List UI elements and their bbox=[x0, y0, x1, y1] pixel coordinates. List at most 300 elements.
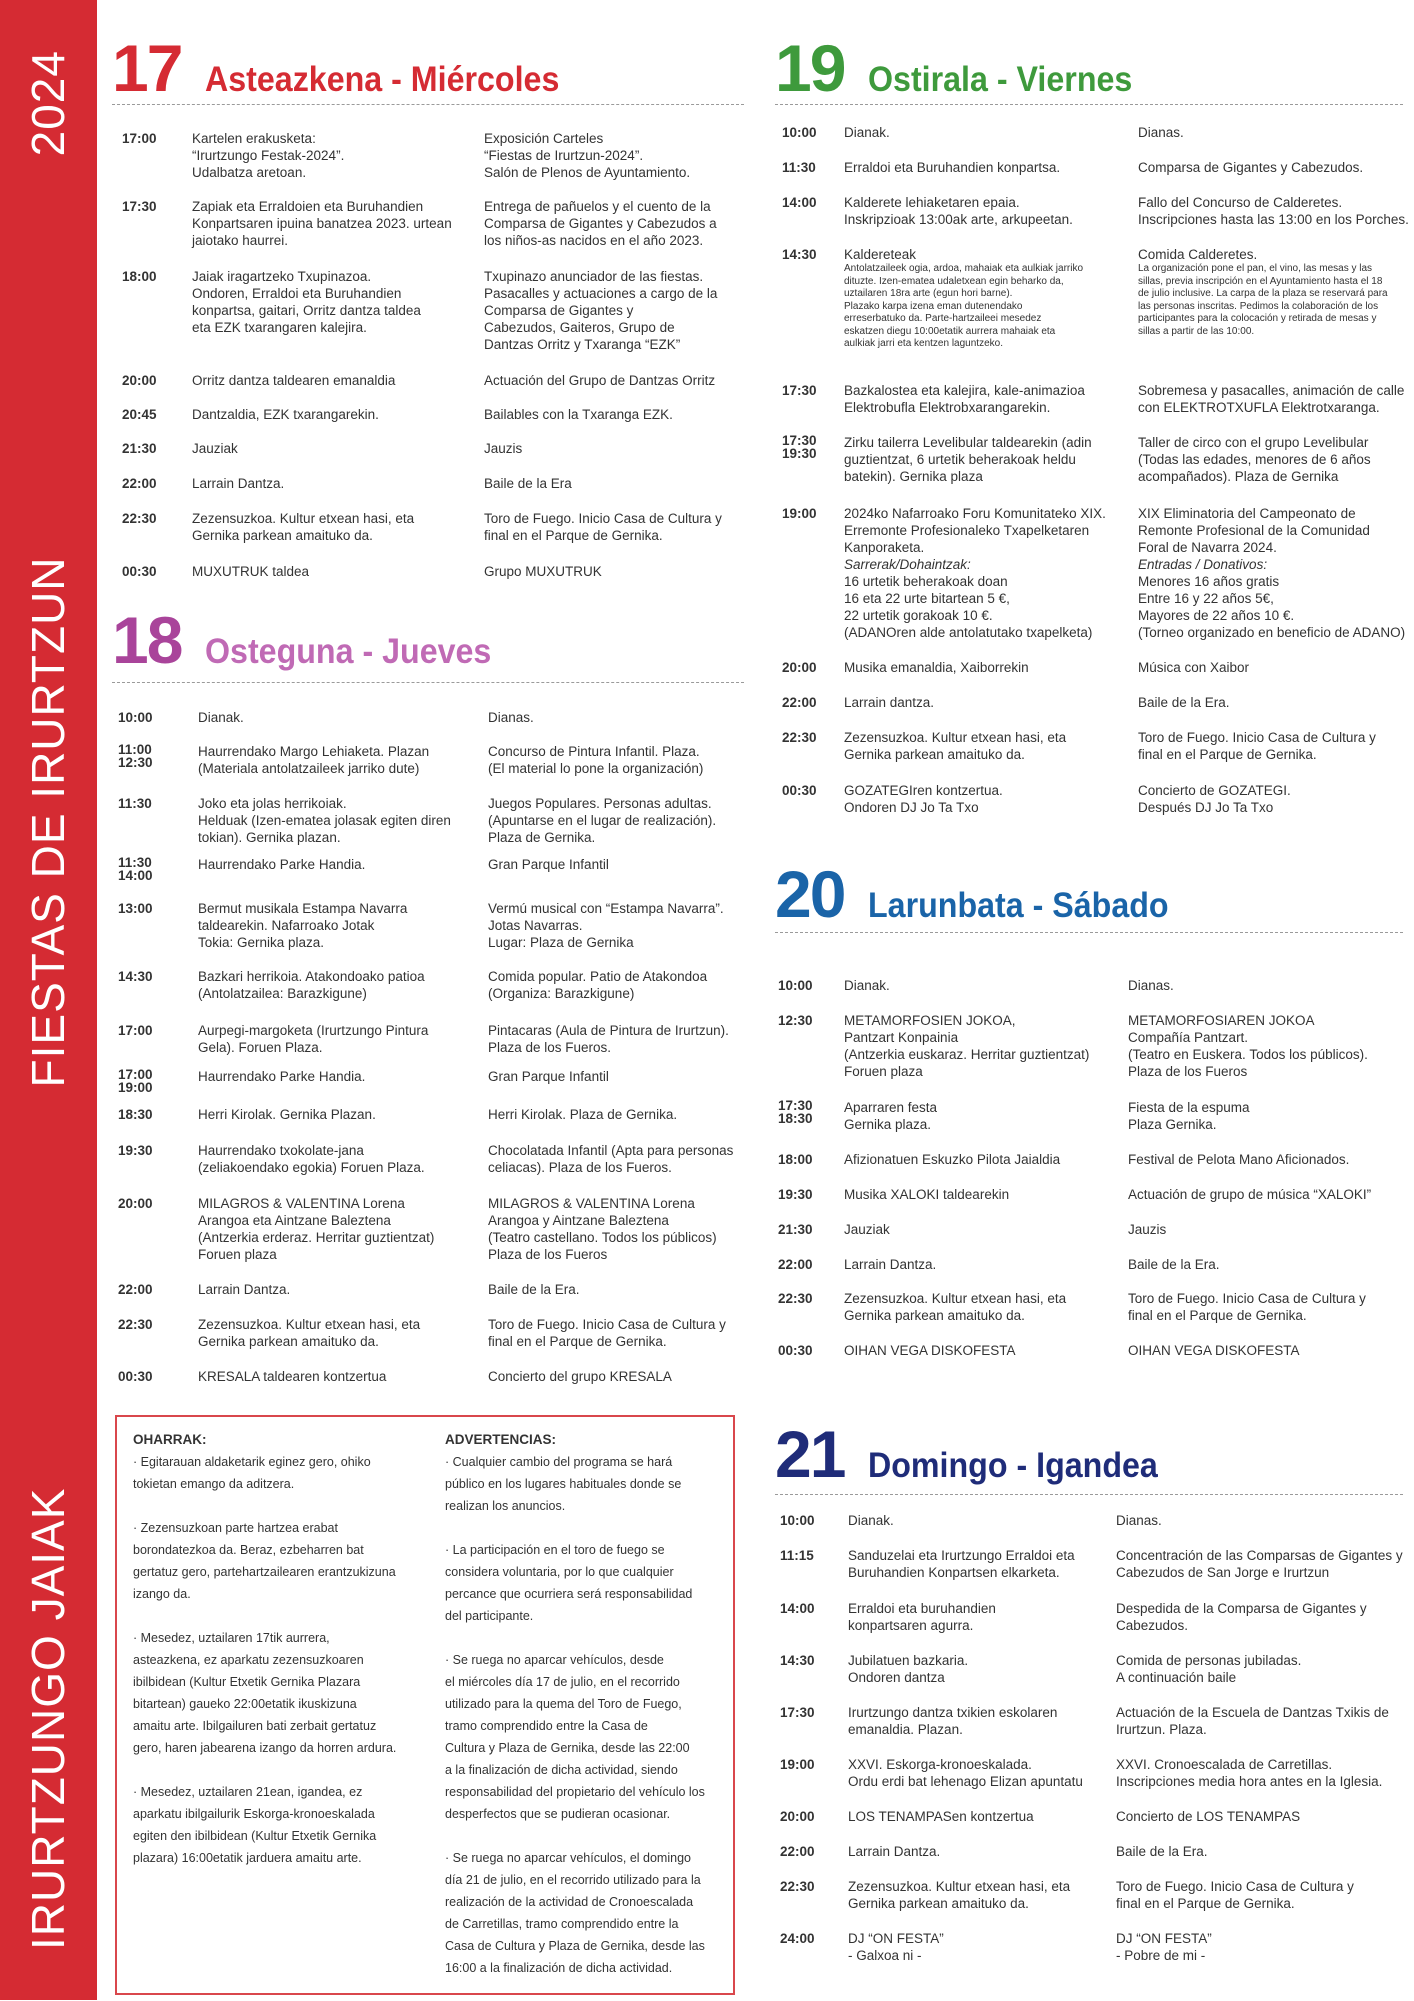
event-desc-basque bbox=[844, 1256, 1118, 1273]
event-desc-spanish bbox=[1128, 1151, 1414, 1168]
event-time: 11:30 bbox=[782, 160, 816, 175]
event-line: guztientzat, 6 urtetik beherakoak heldu bbox=[844, 452, 1076, 467]
event-line: Dianak. bbox=[844, 125, 890, 140]
event-time: 22:30 bbox=[780, 1879, 815, 1894]
event-line: “Fiestas de Irurtzun-2024”. bbox=[484, 148, 644, 163]
event-desc-spanish bbox=[1116, 1808, 1406, 1825]
event-desc-basque bbox=[844, 1186, 1118, 1203]
event-line: Jauziak bbox=[192, 441, 238, 456]
event-line: final en el Parque de Gernika. bbox=[1138, 747, 1317, 762]
event-line: Zezensuzkoa. Kultur etxean hasi, eta bbox=[848, 1879, 1071, 1894]
event-line: Remonte Profesional de la Comunidad bbox=[1138, 523, 1370, 538]
event-time: 17:00 19:00 bbox=[118, 1067, 153, 1095]
event-line: (Apuntarse en el lugar de realización). bbox=[488, 813, 717, 828]
event-desc-spanish bbox=[488, 743, 778, 777]
event-time: 18:30 bbox=[118, 1107, 153, 1122]
event-line: Gernika parkean amaituko da. bbox=[848, 1896, 1029, 1911]
day-header-20 bbox=[775, 856, 1195, 932]
event-desc-basque bbox=[844, 1342, 1118, 1359]
event-time: 14:00 bbox=[782, 195, 817, 210]
day-number: 21 bbox=[775, 1417, 845, 1491]
event-line: Vermú musical con “Estampa Navarra”. bbox=[488, 901, 724, 916]
event-line: DJ “ON FESTA” bbox=[1116, 1931, 1212, 1946]
event-line: Kaldereteak bbox=[844, 247, 917, 262]
event-line: Comida popular. Patio de Atakondoa bbox=[488, 969, 708, 984]
event-line: (Teatro en Euskera. Todos los públicos). bbox=[1128, 1047, 1368, 1062]
event-line: Joko eta jolas herrikoiak. bbox=[198, 796, 347, 811]
event-desc-spanish bbox=[488, 856, 778, 873]
event-line: Inscripciones hasta las 13:00 en los Porches. bbox=[1138, 212, 1409, 227]
event-desc-basque bbox=[198, 968, 478, 1002]
event-line: konpartsa, gaitari, Orritz dantza taldea bbox=[192, 303, 421, 318]
event-line: Zapiak eta Erraldoien eta Buruhandien bbox=[192, 199, 424, 214]
event-line: (Organiza: Barazkigune) bbox=[488, 986, 635, 1001]
day-name: Domingo - Igandea bbox=[868, 1446, 1159, 1485]
event-line: Sobremesa y pasacalles, animación de calle bbox=[1138, 383, 1405, 398]
event-desc-spanish bbox=[1138, 124, 1414, 141]
event-line: dituzte. Izen-ematea udaletxean egin beharko da, bbox=[844, 275, 1064, 287]
event-line: konpartsaren agurra. bbox=[848, 1618, 974, 1633]
event-line: Konpartsaren ipuina banatzea 2023. urtean bbox=[192, 216, 452, 231]
event-line: Plazako karpa izena eman dutenendako bbox=[844, 300, 1023, 312]
event-line: Erremonte Profesionaleko Txapelketaren bbox=[844, 523, 1090, 538]
event-line: 16 urtetik beherakoak doan bbox=[844, 574, 1008, 589]
event-desc-basque bbox=[848, 1878, 1106, 1912]
event-desc-basque bbox=[192, 563, 474, 580]
event-line: Baile de la Era. bbox=[1116, 1844, 1208, 1859]
event-line: XXVI. Cronoescalada de Carretillas. bbox=[1116, 1757, 1333, 1772]
event-line: Dianak. bbox=[844, 978, 890, 993]
event-desc-basque bbox=[198, 900, 478, 951]
event-line: Inscripciones media hora antes en la Iglesia. bbox=[1116, 1774, 1383, 1789]
event-desc-basque bbox=[844, 694, 1128, 711]
event-line: Antolatzaileek ogia, ardoa, mahaiak eta aulkiak jarriko bbox=[844, 263, 1084, 274]
event-line: MUXUTRUK taldea bbox=[192, 564, 310, 579]
event-line: La organización pone el pan, el vino, las mesas y las bbox=[1138, 263, 1373, 274]
event-line: Concurso de Pintura Infantil. Plaza. bbox=[488, 744, 700, 759]
event-time: 20:00 bbox=[782, 660, 817, 675]
event-line: Gernika parkean amaituko da. bbox=[198, 1334, 379, 1349]
event-desc-spanish bbox=[1116, 1600, 1406, 1634]
event-line: MILAGROS & VALENTINA Lorena bbox=[198, 1196, 405, 1211]
event-line: Cabezudos. bbox=[1116, 1618, 1189, 1633]
event-time: 00:30 bbox=[778, 1343, 813, 1358]
event-line: Baile de la Era. bbox=[1128, 1257, 1220, 1272]
event-line: (El material lo pone la organización) bbox=[488, 761, 704, 776]
event-desc-spanish bbox=[1138, 194, 1414, 228]
event-line: METAMORFOSIEN JOKOA, bbox=[844, 1013, 1016, 1028]
event-line: Entre 16 y 22 años 5€, bbox=[1138, 591, 1274, 606]
event-line: jaiotako haurrei. bbox=[192, 233, 289, 248]
event-line: Baile de la Era. bbox=[488, 1282, 580, 1297]
event-line: MILAGROS & VALENTINA Lorena bbox=[488, 1196, 695, 1211]
event-line: Ondoren, Erraldoi eta Buruhandien bbox=[192, 286, 402, 301]
event-time: 14:30 bbox=[782, 247, 817, 262]
event-line: Festival de Pelota Mano Aficionados. bbox=[1128, 1152, 1350, 1167]
event-desc-spanish bbox=[1116, 1843, 1406, 1860]
event-time: 13:00 bbox=[118, 901, 153, 916]
event-line: Bazkalostea eta kalejira, kale-animazioa bbox=[844, 383, 1085, 398]
event-line: Comparsa de Gigantes y Cabezudos. bbox=[1138, 160, 1364, 175]
event-desc-spanish bbox=[1128, 977, 1414, 994]
event-line: participantes para la colocación y retirada de mesas y bbox=[1138, 313, 1377, 324]
note-paragraph: · Mesedez, uztailaren 21ean, igandea, ez aparkatu ibilgailurik Eskorga-kronoeskalada egiten den ibilbidean (Kultur Etxetik Gernika plazara) 16:00etatik jarduera amaitu arte. bbox=[133, 1785, 377, 1865]
notes-box bbox=[115, 1415, 735, 1995]
event-desc-basque bbox=[192, 510, 474, 544]
event-line: Larrain dantza. bbox=[844, 695, 935, 710]
event-line: Concentración de las Comparsas de Gigantes y bbox=[1116, 1548, 1403, 1563]
event-line: Despedida de la Comparsa de Gigantes y bbox=[1116, 1601, 1367, 1616]
event-line: Jauzis bbox=[484, 441, 523, 456]
event-line: Entradas / Donativos: bbox=[1138, 557, 1268, 572]
event-desc-basque bbox=[844, 782, 1128, 816]
event-line: Foral de Navarra 2024. bbox=[1138, 540, 1277, 555]
event-desc-basque bbox=[198, 856, 478, 873]
event-line: 22 urtetik gorakoak 10 €. bbox=[844, 608, 993, 623]
note-paragraph: · Mesedez, uztailaren 17tik aurrera, asteazkena, ez aparkatu zezensuzkoaren ibilbidean (Kultur Etxetik Gernika Plazara bitartean) gaueko 22:00etatik ikuskizuna amaitu arte. Ibilgailuren bati zerbait gertatuz gero, haren jabearena izango da horren ardura. bbox=[133, 1631, 397, 1755]
event-time: 10:00 bbox=[778, 978, 813, 993]
event-line: Herri Kirolak. Plaza de Gernika. bbox=[488, 1107, 678, 1122]
event-time: 20:45 bbox=[122, 407, 157, 422]
event-line: Exposición Carteles bbox=[484, 131, 604, 146]
event-time: 19:30 bbox=[118, 1143, 153, 1158]
event-time: 22:00 bbox=[780, 1844, 815, 1859]
event-line: OIHAN VEGA DISKOFESTA bbox=[844, 1343, 1016, 1358]
event-desc-spanish bbox=[488, 1142, 778, 1176]
event-line: Jubilatuen bazkaria. bbox=[848, 1653, 969, 1668]
event-desc-spanish bbox=[1138, 246, 1414, 338]
event-line: Concierto de LOS TENAMPAS bbox=[1116, 1809, 1301, 1824]
event-line: Gernika parkean amaituko da. bbox=[844, 747, 1025, 762]
event-line: DJ “ON FESTA” bbox=[848, 1931, 944, 1946]
event-desc-basque bbox=[844, 977, 1118, 994]
event-line: Fiesta de la espuma bbox=[1128, 1100, 1250, 1115]
notes-title-es: ADVERTENCIAS: bbox=[445, 1432, 557, 1447]
event-line: 2024ko Nafarroako Foru Komunitateko XIX. bbox=[844, 506, 1106, 521]
event-desc-spanish bbox=[1138, 382, 1414, 416]
note-paragraph: · Zezensuzkoan parte hartzea erabat borondatezkoa da. Beraz, ezbeharren bat gertatuz gero, partehartzailearen erantzukizuna izango da. bbox=[133, 1521, 396, 1601]
event-line: Ondoren dantza bbox=[848, 1670, 945, 1685]
event-line: Dantzaldia, EZK txarangarekin. bbox=[192, 407, 379, 422]
event-desc-basque bbox=[844, 1151, 1118, 1168]
event-desc-basque bbox=[198, 1068, 478, 1085]
event-desc-spanish bbox=[484, 130, 774, 181]
event-desc-basque bbox=[198, 1281, 478, 1298]
event-line: erreserbatuko da. Parte-hartzaileei mesedez bbox=[844, 313, 1042, 324]
event-desc-spanish bbox=[484, 475, 774, 492]
event-time: 22:00 bbox=[122, 476, 157, 491]
event-line: Musika emanaldia, Xaiborrekin bbox=[844, 660, 1029, 675]
event-time: 24:00 bbox=[780, 1931, 815, 1946]
day-header-17 bbox=[112, 30, 591, 106]
event-line: METAMORFOSIAREN JOKOA bbox=[1128, 1013, 1315, 1028]
event-desc-basque bbox=[844, 1290, 1118, 1324]
event-line: Larrain Dantza. bbox=[844, 1257, 937, 1272]
event-line: (Antzerkia erderaz. Herritar guztientzat) bbox=[198, 1230, 435, 1245]
day-number: 17 bbox=[112, 31, 182, 105]
event-desc-spanish bbox=[488, 900, 778, 951]
event-desc-basque bbox=[844, 159, 1128, 176]
event-desc-spanish bbox=[484, 372, 774, 389]
event-line: Helduak (Izen-ematea jolasak egiten diren bbox=[198, 813, 451, 828]
day-name: Asteazkena - Miércoles bbox=[205, 60, 560, 99]
event-time: 19:00 bbox=[782, 506, 817, 521]
event-line: final en el Parque de Gernika. bbox=[488, 1334, 667, 1349]
event-line: Zezensuzkoa. Kultur etxean hasi, eta bbox=[844, 1291, 1067, 1306]
event-line: Chocolatada Infantil (Apta para personas bbox=[488, 1143, 734, 1158]
event-desc-spanish bbox=[488, 709, 778, 726]
event-line: Kanporaketa. bbox=[844, 540, 925, 555]
event-desc-spanish bbox=[488, 795, 778, 846]
event-line: Kartelen erakusketa: bbox=[192, 131, 316, 146]
event-time: 19:00 bbox=[780, 1757, 815, 1772]
event-line: final en el Parque de Gernika. bbox=[1116, 1896, 1295, 1911]
event-line: GOZATEGIren kontzertua. bbox=[844, 783, 1003, 798]
sidebar-title-year: 2024 bbox=[22, 50, 74, 157]
day-header-19 bbox=[775, 30, 1156, 106]
event-line: Inskripzioak 13:00ak arte, arkupeetan. bbox=[844, 212, 1073, 227]
event-line: Gernika parkean amaituko da. bbox=[192, 528, 373, 543]
event-line: de julio inclusive. La carpa de la plaza se reservará para bbox=[1138, 288, 1388, 299]
event-desc-spanish bbox=[488, 1106, 778, 1123]
event-line: taldearekin. Nafarroako Jotak bbox=[198, 918, 375, 933]
event-time: 17:30 18:30 bbox=[778, 1098, 813, 1126]
event-line: Gran Parque Infantil bbox=[488, 1069, 609, 1084]
event-line: con ELEKTROTXUFLA Elektrotxaranga. bbox=[1138, 400, 1380, 415]
event-line: Dianas. bbox=[1138, 125, 1184, 140]
event-line: Gela). Foruen Plaza. bbox=[198, 1040, 323, 1055]
event-line: celiacas). Plaza de los Fueros. bbox=[488, 1160, 672, 1175]
event-line: Compañía Pantzart. bbox=[1128, 1030, 1249, 1045]
event-line: Plaza de los Fueros. bbox=[488, 1040, 612, 1055]
event-line: - Galxoa ni - bbox=[848, 1948, 922, 1963]
event-time: 20:00 bbox=[118, 1196, 153, 1211]
event-time: 22:00 bbox=[118, 1282, 153, 1297]
event-line: Herri Kirolak. Gernika Plazan. bbox=[198, 1107, 376, 1122]
event-line: Bazkari herrikoia. Atakondoako patioa bbox=[198, 969, 425, 984]
event-line: sillas a partir de las 10:00. bbox=[1138, 325, 1255, 337]
note-paragraph: · Se ruega no aparcar vehículos, desde el miércoles día 17 de julio, en el recorrido utilizado para la quema del Toro de Fuego, tramo comprendido entre la Casa de Cultura y Plaza de Gernika, desde las 22:00 a la finalización de dicha actividad, siendo responsabilidad del propietario del vehículo los desperfectos que se pudieran ocasionar. bbox=[445, 1653, 705, 1821]
event-line: Toro de Fuego. Inicio Casa de Cultura y bbox=[488, 1317, 726, 1332]
event-line: Larrain Dantza. bbox=[848, 1844, 941, 1859]
event-desc-spanish bbox=[488, 1316, 778, 1350]
event-line: Actuación del Grupo de Dantzas Orritz bbox=[484, 373, 716, 388]
event-desc-spanish bbox=[488, 968, 778, 1002]
event-line: Zezensuzkoa. Kultur etxean hasi, eta bbox=[192, 511, 415, 526]
event-desc-spanish bbox=[1116, 1756, 1406, 1790]
event-desc-spanish bbox=[484, 268, 774, 353]
event-line: Comida Calderetes. bbox=[1138, 247, 1258, 262]
event-line: Gran Parque Infantil bbox=[488, 857, 609, 872]
event-line: “Irurtzungo Festak-2024”. bbox=[192, 148, 345, 163]
event-desc-spanish bbox=[484, 440, 774, 457]
event-line: Toro de Fuego. Inicio Casa de Cultura y bbox=[484, 511, 722, 526]
event-line: Toro de Fuego. Inicio Casa de Cultura y bbox=[1138, 730, 1376, 745]
event-line: Jauziak bbox=[844, 1222, 890, 1237]
event-time: 17:00 bbox=[118, 1023, 153, 1038]
event-line: Actuación de grupo de música “XALOKI” bbox=[1128, 1187, 1372, 1202]
event-desc-spanish bbox=[1138, 729, 1414, 763]
event-line: uztailaren 18ra arte (egun hori barne). bbox=[844, 288, 1013, 299]
event-line: Haurrendako Margo Lehiaketa. Plazan bbox=[198, 744, 430, 759]
event-line: Cabezudos, Gaiteros, Grupo de bbox=[484, 320, 675, 335]
event-line: (Todas las edades, menores de 6 años bbox=[1138, 452, 1371, 467]
event-time: 17:00 bbox=[122, 131, 157, 146]
notes-basque bbox=[133, 1429, 413, 1891]
event-time: 00:30 bbox=[782, 783, 817, 798]
event-line: Ordu erdi bat lehenago Elizan apuntatu bbox=[848, 1774, 1083, 1789]
event-line: Dianas. bbox=[1128, 978, 1174, 993]
event-line: Irurtzungo dantza txikien eskolaren bbox=[848, 1705, 1058, 1720]
event-desc-spanish bbox=[1116, 1930, 1406, 1964]
event-line: sillas, previa inscripción en el Ayuntamiento hasta el 18 bbox=[1138, 275, 1383, 287]
event-desc-basque bbox=[192, 475, 474, 492]
event-desc-basque bbox=[192, 130, 474, 181]
event-time: 18:00 bbox=[778, 1152, 813, 1167]
event-line: Entrega de pañuelos y el cuento de la bbox=[484, 199, 711, 214]
event-desc-basque bbox=[848, 1547, 1106, 1581]
divider bbox=[775, 104, 1403, 105]
event-desc-basque bbox=[192, 372, 474, 389]
event-line: Plaza Gernika. bbox=[1128, 1117, 1217, 1132]
sidebar-banner bbox=[0, 0, 97, 2000]
event-time: 00:30 bbox=[122, 564, 157, 579]
event-time: 22:00 bbox=[778, 1257, 813, 1272]
event-desc-basque bbox=[844, 729, 1128, 763]
event-line: Larrain Dantza. bbox=[198, 1282, 291, 1297]
event-desc-spanish bbox=[1128, 1221, 1414, 1238]
event-line: Baile de la Era. bbox=[1138, 695, 1230, 710]
event-line: Arangoa y Aintzane Baleztena bbox=[488, 1213, 669, 1228]
event-time: 22:30 bbox=[782, 730, 817, 745]
event-desc-spanish bbox=[1128, 1186, 1414, 1203]
event-desc-basque bbox=[198, 1142, 478, 1176]
event-desc-spanish bbox=[484, 406, 774, 423]
event-line: (Materiala antolatzaileek jarriko dute) bbox=[198, 761, 420, 776]
event-line: Haurrendako Parke Handia. bbox=[198, 1069, 366, 1084]
event-time: 17:30 bbox=[780, 1705, 815, 1720]
event-desc-basque bbox=[198, 709, 478, 726]
event-line: Concierto de GOZATEGI. bbox=[1138, 783, 1291, 798]
event-desc-spanish bbox=[1128, 1012, 1414, 1080]
event-line: eta EZK txarangaren kalejira. bbox=[192, 320, 367, 335]
event-line: Grupo MUXUTRUK bbox=[484, 564, 602, 579]
event-desc-spanish bbox=[1138, 159, 1414, 176]
event-time: 14:30 bbox=[780, 1653, 815, 1668]
event-desc-spanish bbox=[1116, 1704, 1406, 1738]
event-line: Plaza de los Fueros bbox=[488, 1247, 608, 1262]
notes-title-eu: OHARRAK: bbox=[133, 1432, 207, 1447]
event-desc-spanish bbox=[484, 198, 774, 249]
event-line: eskatzen diegu 10:00etatik aurrera mahaiak eta bbox=[844, 325, 1056, 337]
event-line: XXVI. Eskorga-kronoeskalada. bbox=[848, 1757, 1032, 1772]
event-line: Zirku tailerra Levelibular taldearekin (adin bbox=[844, 435, 1092, 450]
event-line: aulkiak jarri eta kentzen laguntzeko. bbox=[844, 338, 1003, 349]
day-number: 19 bbox=[775, 31, 845, 105]
event-line: - Pobre de mi - bbox=[1116, 1948, 1206, 1963]
event-line: Udalbatza aretoan. bbox=[192, 165, 307, 180]
event-line: Dianak. bbox=[848, 1513, 894, 1528]
event-line: Toro de Fuego. Inicio Casa de Cultura y bbox=[1128, 1291, 1366, 1306]
event-line: Gernika plaza. bbox=[844, 1117, 932, 1132]
event-desc-spanish bbox=[1138, 434, 1414, 485]
event-line: emanaldia. Plazan. bbox=[848, 1722, 963, 1737]
event-time: 22:30 bbox=[122, 511, 157, 526]
event-desc-basque bbox=[192, 198, 474, 249]
event-line: las personas inscritas. Pedimos la colaboración de los bbox=[1138, 300, 1379, 312]
day-name: Larunbata - Sábado bbox=[868, 886, 1170, 925]
event-line: Dantzas Orritz y Txaranga “EZK” bbox=[484, 337, 681, 352]
event-line: los niños-as nacidos en el año 2023. bbox=[484, 233, 704, 248]
event-line: Sanduzelai eta Irurtzungo Erraldoi eta bbox=[848, 1548, 1075, 1563]
event-desc-basque bbox=[198, 1195, 478, 1263]
event-desc-basque bbox=[198, 1022, 478, 1056]
event-desc-spanish bbox=[488, 1068, 778, 1085]
event-line: Dianas. bbox=[488, 710, 534, 725]
event-desc-spanish bbox=[1116, 1878, 1406, 1912]
event-line: Comparsa de Gigantes y bbox=[484, 303, 634, 318]
event-line: LOS TENAMPASen kontzertua bbox=[848, 1809, 1034, 1824]
event-desc-basque bbox=[848, 1930, 1106, 1964]
event-line: Concierto del grupo KRESALA bbox=[488, 1369, 672, 1384]
event-desc-spanish bbox=[1128, 1256, 1414, 1273]
event-line: (Teatro castellano. Todos los públicos) bbox=[488, 1230, 717, 1245]
event-line: KRESALA taldearen kontzertua bbox=[198, 1369, 387, 1384]
day-number: 20 bbox=[775, 857, 845, 931]
event-desc-basque bbox=[848, 1808, 1106, 1825]
event-line: Pantzart Konpainia bbox=[844, 1030, 959, 1045]
event-line: final en el Parque de Gernika. bbox=[484, 528, 663, 543]
event-desc-basque bbox=[198, 1368, 478, 1385]
event-desc-basque bbox=[198, 795, 478, 846]
event-line: Lugar: Plaza de Gernika bbox=[488, 935, 634, 950]
event-line: Dianak. bbox=[198, 710, 244, 725]
event-line: Comparsa de Gigantes y Cabezudos a bbox=[484, 216, 717, 231]
event-time: 20:00 bbox=[780, 1809, 815, 1824]
event-line: Sarrerak/Dohaintzak: bbox=[844, 557, 971, 572]
event-time: 10:00 bbox=[780, 1513, 815, 1528]
event-line: Irurtzun. Plaza. bbox=[1116, 1722, 1207, 1737]
event-line: final en el Parque de Gernika. bbox=[1128, 1308, 1307, 1323]
divider bbox=[775, 932, 1403, 933]
event-time: 19:30 bbox=[778, 1187, 813, 1202]
note-paragraph: · La participación en el toro de fuego se considera voluntaria, por lo que cualquier percance que ocurriera será responsabilidad del participante. bbox=[445, 1543, 693, 1623]
event-line: Haurrendako Parke Handia. bbox=[198, 857, 366, 872]
event-line: Zezensuzkoa. Kultur etxean hasi, eta bbox=[198, 1317, 421, 1332]
event-line: (Antolatzailea: Barazkigune) bbox=[198, 986, 367, 1001]
sidebar-title bbox=[21, 50, 75, 1950]
event-time: 21:30 bbox=[122, 441, 157, 456]
event-line: (Antzerkia euskaraz. Herritar guztientzat) bbox=[844, 1047, 1090, 1062]
event-desc-basque bbox=[192, 268, 474, 336]
event-time: 20:00 bbox=[122, 373, 157, 388]
event-line: Haurrendako txokolate-jana bbox=[198, 1143, 364, 1158]
event-time: 00:30 bbox=[118, 1369, 153, 1384]
event-line: Dianas. bbox=[1116, 1513, 1162, 1528]
event-desc-basque bbox=[844, 246, 1128, 351]
event-line: Cabezudos de San Jorge e Irurtzun bbox=[1116, 1565, 1330, 1580]
event-time: 22:30 bbox=[778, 1291, 813, 1306]
event-line: Arangoa eta Aintzane Baleztena bbox=[198, 1213, 391, 1228]
note-paragraph: · Cualquier cambio del programa se hará público en los lugares habituales donde se realizan los anuncios. bbox=[445, 1455, 682, 1513]
event-line: Txupinazo anunciador de las fiestas. bbox=[484, 269, 704, 284]
event-time: 11:00 12:30 bbox=[118, 742, 153, 770]
event-line: Pasacalles y actuaciones a cargo de la bbox=[484, 286, 718, 301]
event-line: Gernika parkean amaituko da. bbox=[844, 1308, 1025, 1323]
event-time: 14:00 bbox=[780, 1601, 815, 1616]
event-time: 22:00 bbox=[782, 695, 817, 710]
event-line: Erraldoi eta Buruhandien konpartsa. bbox=[844, 160, 1061, 175]
